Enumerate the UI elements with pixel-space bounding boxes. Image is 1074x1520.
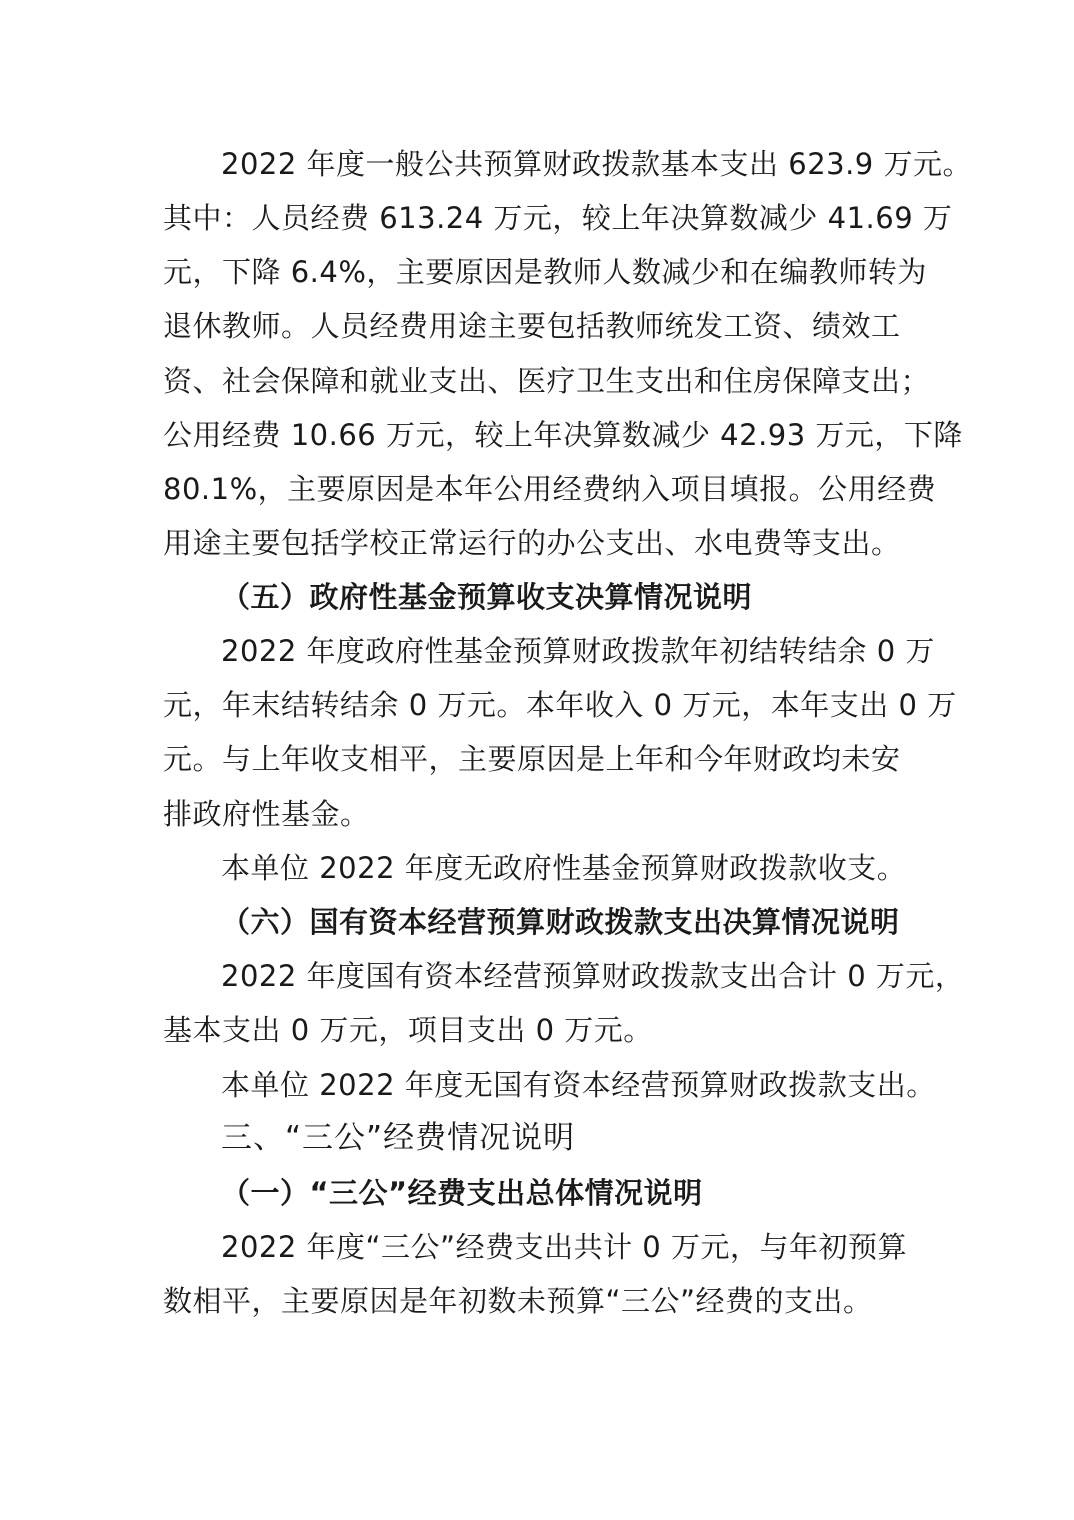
paragraph-line: 80.1%，主要原因是本年公用经费纳入项目填报。公用经费 — [163, 472, 937, 506]
paragraph-line: 元，年末结转结余 0 万元。本年收入 0 万元，本年支出 0 万 — [163, 688, 957, 722]
paragraph-line: 2022 年度“三公”经费支出共计 0 万元，与年初预算 — [221, 1230, 907, 1264]
paragraph-line: 本单位 2022 年度无政府性基金预算财政拨款收支。 — [221, 851, 907, 885]
paragraph-line: 退休教师。人员经费用途主要包括教师统发工资、绩效工 — [163, 309, 901, 343]
chapter-heading-3: 三、“三公”经费情况说明 — [221, 1120, 576, 1156]
paragraph-line: 排政府性基金。 — [163, 797, 370, 831]
paragraph-line: 2022 年度一般公共预算财政拨款基本支出 623.9 万元。 — [221, 147, 972, 181]
paragraph-line: 资、社会保障和就业支出、医疗卫生支出和住房保障支出； — [163, 364, 931, 398]
paragraph-line: 数相平，主要原因是年初数未预算“三公”经费的支出。 — [163, 1284, 873, 1318]
paragraph-line: 2022 年度国有资本经营预算财政拨款支出合计 0 万元， — [221, 959, 965, 993]
paragraph-line: 元。与上年收支相平，主要原因是上年和今年财政均未安 — [163, 742, 901, 776]
paragraph-line: 2022 年度政府性基金预算财政拨款年初结转结余 0 万 — [221, 634, 935, 668]
section-heading-1: （一）“三公”经费支出总体情况说明 — [221, 1176, 703, 1210]
section-heading-6: （六）国有资本经营预算财政拨款支出决算情况说明 — [221, 905, 900, 939]
paragraph-line: 用途主要包括学校正常运行的办公支出、水电费等支出。 — [163, 526, 901, 560]
paragraph-line: 基本支出 0 万元，项目支出 0 万元。 — [163, 1013, 653, 1047]
paragraph-line: 其中：人员经费 613.24 万元，较上年决算数减少 41.69 万 — [163, 201, 953, 235]
section-heading-5: （五）政府性基金预算收支决算情况说明 — [221, 580, 753, 614]
paragraph-line: 元，下降 6.4%，主要原因是教师人数减少和在编教师转为 — [163, 255, 927, 289]
paragraph-line: 本单位 2022 年度无国有资本经营预算财政拨款支出。 — [221, 1068, 936, 1102]
paragraph-line: 公用经费 10.66 万元，较上年决算数减少 42.93 万元，下降 — [163, 418, 963, 452]
